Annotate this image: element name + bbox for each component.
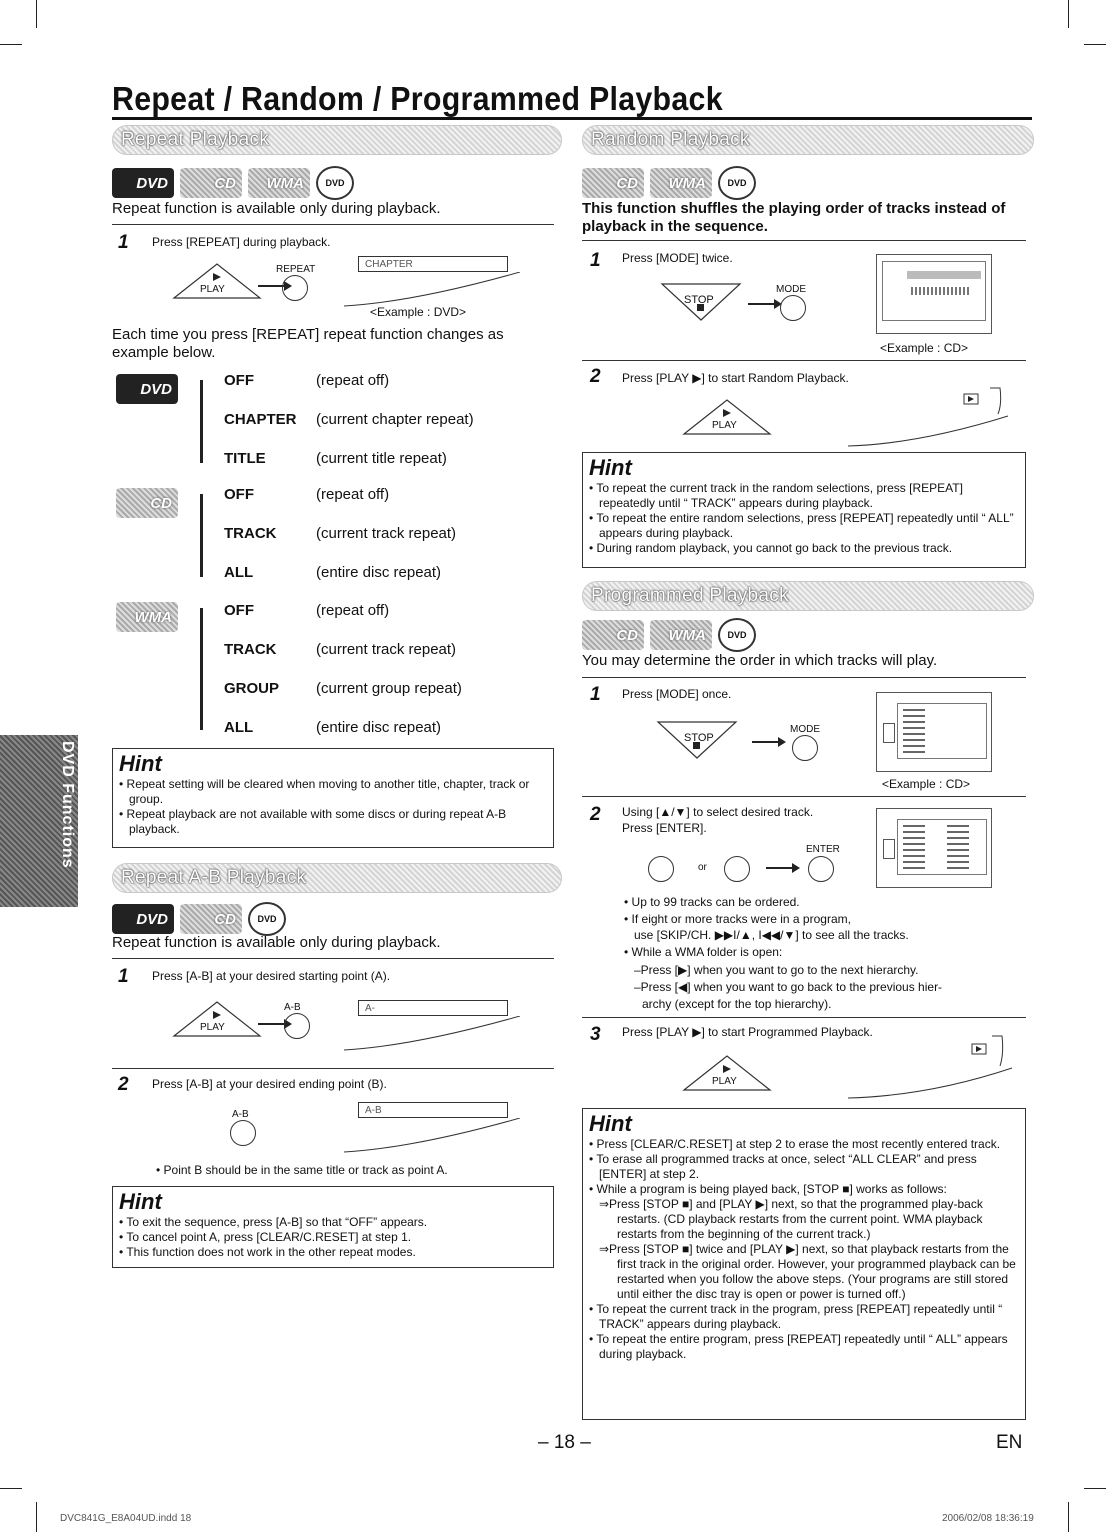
program-screen-1 <box>876 692 992 772</box>
program-intro: You may determine the order in which tracks will play. <box>582 652 938 669</box>
dvd-disc-icon: DVD <box>718 166 756 200</box>
ab-step2: Press [A-B] at your desired ending point (B). <box>152 1077 387 1091</box>
dvd-disc-icon: DVD <box>248 902 286 936</box>
dvd-mode-title: TITLE (current title repeat) <box>224 450 447 467</box>
wma-badge-icon: WMA <box>248 168 310 198</box>
arrow-icon <box>748 298 782 313</box>
dvd-mode-chapter: CHAPTER (current chapter repeat) <box>224 411 474 428</box>
ab-screen: A-B <box>358 1102 508 1118</box>
page-number: – 18 – <box>538 1432 591 1453</box>
wma-badge-icon: WMA <box>116 602 178 632</box>
up-button-icon <box>648 856 674 882</box>
title-rule <box>112 117 1032 120</box>
dvd-disc-icon: DVD <box>718 618 756 652</box>
program-hint: Hint • Press [CLEAR/C.RESET] at step 2 to erase the most recently entered track. • To erase all programmed tracks at once, select “ALL CLEAR” and press [ENTER] at step 2. • While a program is being played back, [STOP ■] works as follows: ⇒Press [STOP ■] and [PLAY ▶] next, so that the programmed play-back restarts. (CD playback restarts from the current point. WMA playback restarts from the beginning of the current track.) ⇒Press [STOP ■] twice and [PLAY ▶] next, so that playback restarts from the first track in the original order. However, your programmed playback can be restarted when you follow the above steps. (Your programs are still stored until either the disc tray is open or power is turned off.) • To repeat the current track in the program, press [REPEAT] repeatedly until “ TRACK” appears during playback. • To repeat the entire program, press [REPEAT] repeatedly until “ ALL” appears during playback. <box>582 1108 1026 1420</box>
program-step2b: Press [ENTER]. <box>622 821 707 835</box>
program-note-7: archy (except for the top hierarchy). <box>642 997 832 1011</box>
wma-mode-track: TRACK (current track repeat) <box>224 641 457 658</box>
cd-mode-track: TRACK (current track repeat) <box>224 525 457 542</box>
cd-badge-icon: CD <box>180 904 242 934</box>
wma-mode-off: OFF (repeat off) <box>224 602 390 619</box>
wma-mode-group: GROUP (current group repeat) <box>224 680 462 697</box>
file-name: DVC841G_E8A04UD.indd 18 <box>60 1513 192 1524</box>
repeat-intro: Repeat function is available only during playback. <box>112 200 441 217</box>
random-heading: Random Playback <box>582 125 1034 155</box>
cd-badge-icon: CD <box>582 168 644 198</box>
each-time-text: Each time you press [REPEAT] repeat function changes as example below. <box>112 326 504 361</box>
random-example: <Example : CD> <box>880 341 969 355</box>
cd-badge-icon: CD <box>582 620 644 650</box>
language-label: EN <box>996 1432 1023 1453</box>
enter-button-icon <box>808 856 834 882</box>
repeat-heading: Repeat Playback <box>112 125 562 155</box>
dvd-badge-icon: DVD <box>112 904 174 934</box>
program-step3: Press [PLAY ▶] to start Programmed Playback. <box>622 1025 873 1039</box>
program-note-6: –Press [◀] when you want to go back to the previous hier- <box>634 980 943 994</box>
dvd-disc-icon: DVD <box>316 166 354 200</box>
cd-badge-icon: CD <box>180 168 242 198</box>
dvd-badge-icon: DVD <box>116 374 178 404</box>
random-step1: Press [MODE] twice. <box>622 251 733 265</box>
ab-intro: Repeat function is available only during playback. <box>112 934 441 951</box>
program-example: <Example : CD> <box>882 777 971 791</box>
page-title: Repeat / Random / Programmed Playback <box>112 80 723 117</box>
random-screen <box>876 254 992 334</box>
repeat-disc-badges <box>112 166 354 200</box>
mode-button-icon <box>792 735 818 761</box>
random-intro: This function shuffles the playing order of tracks instead of playback in the sequence. <box>582 200 1006 235</box>
repeat-example: <Example : DVD> <box>370 305 467 319</box>
ab-note: • Point B should be in the same title or track as point A. <box>156 1163 448 1177</box>
repeat-hint: Hint • Repeat setting will be cleared when moving to another title, chapter, track or group. • Repeat playback are not available with some discs or during repeat A-B playback. <box>112 748 554 848</box>
random-disc-badges <box>582 166 756 200</box>
program-screen-2 <box>876 808 992 888</box>
arrow-icon <box>766 862 800 877</box>
program-note-5: –Press [▶] when you want to go to the next hierarchy. <box>634 963 919 977</box>
cd-mode-all: ALL (entire disc repeat) <box>224 564 442 581</box>
ab-button-icon <box>230 1120 256 1146</box>
chapter-screen: CHAPTER <box>358 256 508 272</box>
ab-hint: Hint • To exit the sequence, press [A-B] so that “OFF” appears. • To cancel point A, press [CLEAR/C.RESET] at step 1. • This function does not work in the other repeat modes. <box>112 1186 554 1268</box>
program-note-2: • If eight or more tracks were in a program, <box>624 912 851 926</box>
ab-heading: Repeat A-B Playback <box>112 863 562 893</box>
program-note-4: • While a WMA folder is open: <box>624 945 783 959</box>
repeat-step1: Press [REPEAT] during playback. <box>152 235 331 249</box>
dvd-badge-icon: DVD <box>112 168 174 198</box>
mode-button-icon <box>780 295 806 321</box>
repeat-step-number: 1 <box>118 232 129 253</box>
cd-mode-off: OFF (repeat off) <box>224 486 390 503</box>
arrow-icon <box>752 736 786 751</box>
program-disc-badges <box>582 618 756 652</box>
a-screen: A- <box>358 1000 508 1016</box>
down-button-icon <box>724 856 750 882</box>
cd-badge-icon: CD <box>116 488 178 518</box>
side-tab: DVD Functions <box>0 735 78 907</box>
random-step2: Press [PLAY ▶] to start Random Playback. <box>622 371 849 385</box>
program-step1: Press [MODE] once. <box>622 687 732 701</box>
ab-button-icon <box>284 1013 310 1039</box>
program-step2a: Using [▲/▼] to select desired track. <box>622 805 814 819</box>
random-hint: Hint • To repeat the current track in the random selections, press [REPEAT] repeatedly until “ TRACK” appears during playback. • To repeat the entire random selections, press [REPEAT] repeatedly until “ ALL” appears during playback. • During random playback, you cannot go back to the previous track. <box>582 452 1026 568</box>
ab-step1: Press [A-B] at your desired starting point (A). <box>152 969 391 983</box>
dvd-mode-off: OFF (repeat off) <box>224 372 390 389</box>
print-date: 2006/02/08 18:36:19 <box>942 1513 1034 1524</box>
program-note-3: use [SKIP/CH. ▶▶I/▲, I◀◀/▼] to see all the tracks. <box>634 928 909 942</box>
wma-badge-icon: WMA <box>650 168 712 198</box>
program-heading: Programmed Playback <box>582 581 1034 611</box>
wma-badge-icon: WMA <box>650 620 712 650</box>
repeat-button-icon <box>282 275 308 301</box>
wma-mode-all: ALL (entire disc repeat) <box>224 719 442 736</box>
program-note-1: • Up to 99 tracks can be ordered. <box>624 895 800 909</box>
ab-disc-badges <box>112 902 286 936</box>
